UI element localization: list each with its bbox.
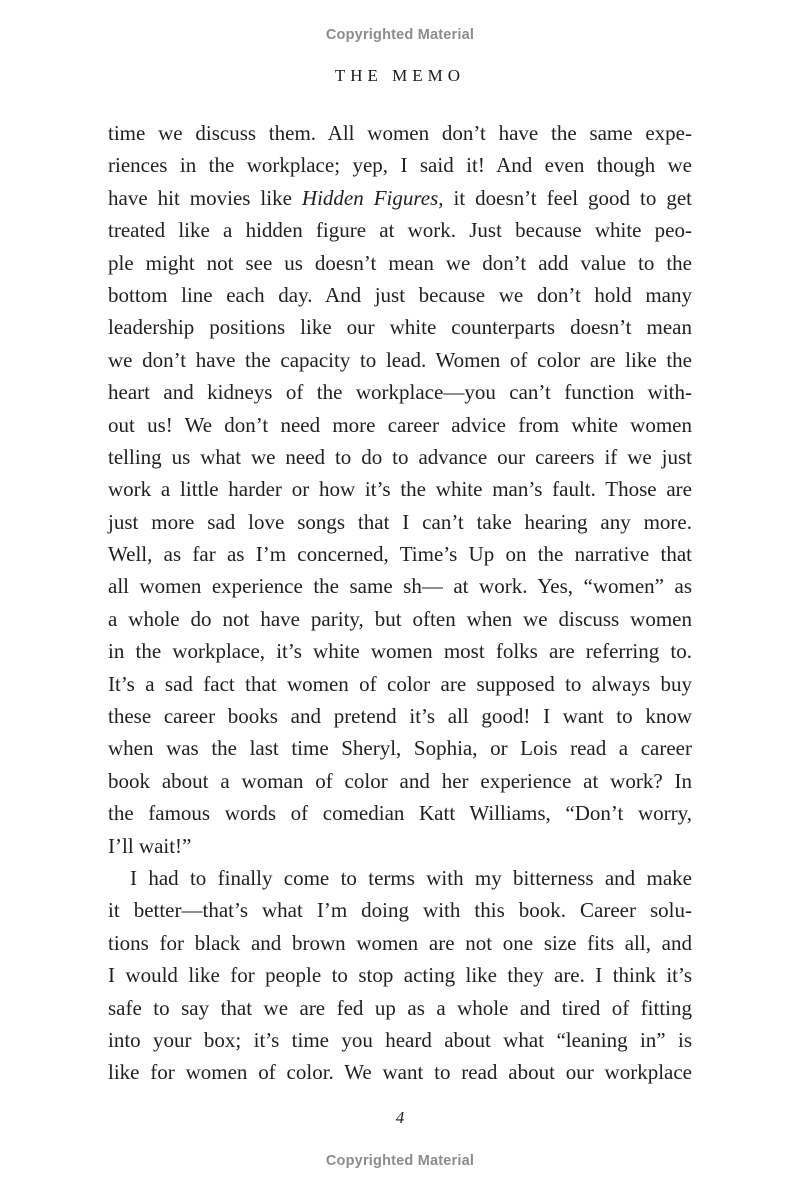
text-line (108, 441, 692, 473)
copyright-notice-bottom: Copyrighted Material (325, 1153, 475, 1169)
text-segment: when was the last time Sheryl, Sophia, or Lois read a career (108, 736, 692, 761)
text-line (108, 1056, 692, 1088)
text-segment: I had to finally come to terms with my bitterness and make (130, 865, 692, 890)
text-line (108, 473, 692, 505)
text-line (108, 311, 692, 343)
text-line (108, 376, 692, 408)
text-segment: heart and kidneys of the workplace—you can’t function with- (108, 380, 692, 405)
text-segment: work a little harder or how it’s the white man’s fault. Those are (108, 477, 692, 502)
text-segment: treated like a hidden figure at work. Just because white peo- (108, 218, 692, 243)
text-segment: leadership positions like our white counterparts doesn’t mean (108, 315, 692, 340)
italic-text: Hidden Figures (301, 185, 439, 210)
text-segment: out us! We don’t need more career advice from white women (108, 412, 692, 437)
text-line (108, 506, 692, 538)
text-line (108, 992, 692, 1024)
text-line (108, 862, 692, 894)
text-segment: time we discuss them. All women don’t have the same expe- (108, 121, 692, 145)
text-segment: telling us what we need to do to advance our careers if we just (108, 444, 692, 469)
text-segment: have hit movies like (108, 185, 302, 210)
text-segment: Well, as far as I’m concerned, Time’s Up on the narrative that (108, 542, 692, 567)
text-segment: just more sad love songs that I can’t take hearing any more. (108, 509, 692, 534)
text-line (108, 344, 692, 376)
text-line (108, 279, 692, 311)
text-segment: the famous words of comedian Katt Williams, “Don’t worry, (108, 801, 692, 826)
text-line (108, 247, 692, 279)
text-segment: safe to say that we are fed up as a whole and tired of fitting (108, 995, 692, 1020)
text-line (108, 732, 692, 764)
text-line (108, 1024, 692, 1056)
text-line (108, 830, 692, 862)
text-segment: bottom line each day. And just because we don’t hold many (108, 282, 692, 307)
text-line (108, 700, 692, 732)
text-segment: in the workplace, it’s white women most folks are referring to. (108, 639, 692, 664)
text-line (108, 635, 692, 667)
text-line (108, 668, 692, 700)
text-segment: into your box; it’s time you heard about what “leaning in” is (108, 1027, 692, 1052)
text-line (108, 149, 692, 181)
text-segment: we don’t have the capacity to lead. Women of color are like the (108, 347, 692, 372)
text-segment: I would like for people to stop acting like they are. I think it’s (108, 963, 692, 988)
text-segment: riences in the workplace; yep, I said it! And even though we (108, 153, 692, 178)
paragraph (108, 862, 692, 1089)
body-text (108, 117, 692, 1089)
paragraph (108, 117, 692, 862)
text-line (108, 959, 692, 991)
text-segment: all women experience the same sh— at work. Yes, “women” as (108, 574, 692, 599)
page-number: 4 (395, 1108, 405, 1127)
text-segment: these career books and pretend it’s all good! I want to know (108, 704, 692, 729)
text-segment: I’ll wait!” (108, 833, 192, 858)
text-line (108, 538, 692, 570)
text-segment: It’s a sad fact that women of color are supposed to always buy (108, 671, 692, 696)
text-segment: tions for black and brown women are not one size fits all, and (108, 930, 692, 955)
copyright-notice-top: Copyrighted Material (325, 27, 475, 43)
text-segment: , it doesn’t feel good to get (438, 185, 692, 210)
text-line (108, 117, 692, 149)
text-segment: a whole do not have parity, but often when we discuss women (108, 606, 692, 631)
text-line (108, 409, 692, 441)
text-line (108, 765, 692, 797)
text-segment: like for women of color. We want to read about our workplace (108, 1060, 692, 1085)
text-line (108, 797, 692, 829)
text-line (108, 214, 692, 246)
text-line (108, 603, 692, 635)
running-header: THE MEMO (334, 66, 466, 85)
text-line (108, 894, 692, 926)
text-segment: book about a woman of color and her experience at work? In (108, 768, 692, 793)
text-segment: ple might not see us doesn’t mean we don’t add value to the (108, 250, 692, 275)
text-line (108, 182, 692, 214)
text-line (108, 570, 692, 602)
text-segment: it better—that’s what I’m doing with this book. Career solu- (108, 898, 692, 923)
text-line (108, 927, 692, 959)
